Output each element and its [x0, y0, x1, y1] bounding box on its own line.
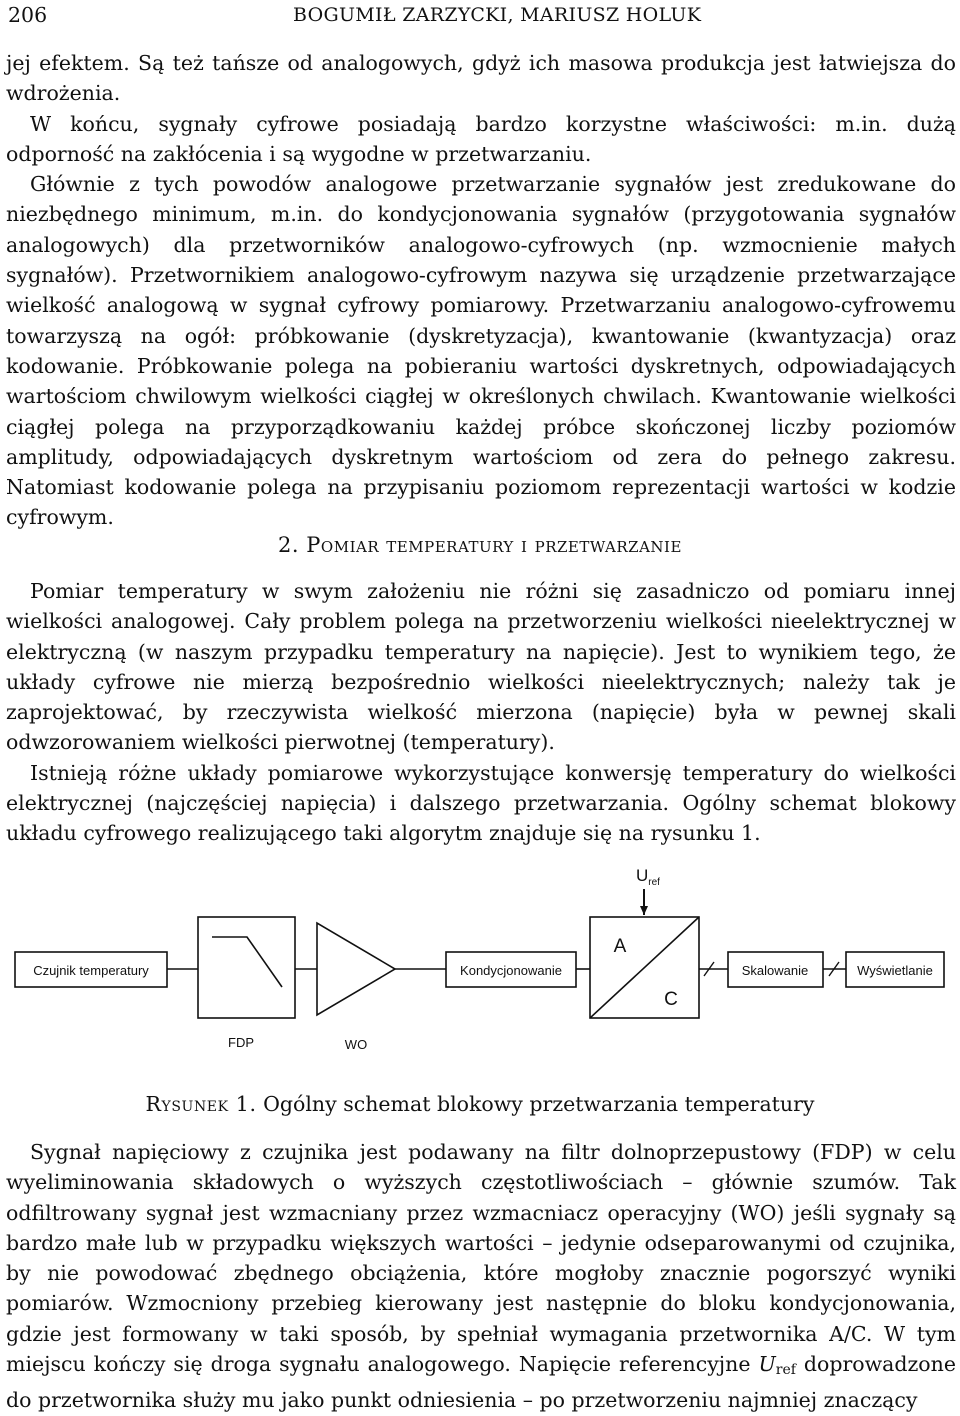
- conditioning-block-label: Kondycjonowanie: [460, 963, 562, 978]
- scaling-block-label: Skalowanie: [741, 963, 809, 978]
- filter-block: [198, 917, 295, 1018]
- sensor-block-label: Czujnik temperatury: [33, 963, 149, 978]
- paragraph: Pomiar temperatury w swym założeniu nie różni się zasadniczo od pomiaru innej wielkości analogowej. Cały problem polega na przetworzeniu wielkości nieelektrycznej w elektryczną (w naszym przypadku temperatury na napięcie). Jest to wynikiem tego, że układy cyfrowe nie mierzą bezpośrednio wielkości nieelektrycznych; należy tak je zaprojektować, by rzeczywista wielkość mierzona (napięcie) była w pewnej skali odwzorowaniem wielkości pierwotnej (temperatury).: [6, 579, 956, 755]
- section-heading: [0, 530, 960, 560]
- figure-caption: [0, 1089, 960, 1119]
- page-number: 206: [8, 3, 48, 27]
- paragraph: jej efektem. Są też tańsze od analogowych, gdyż ich masowa produkcja jest łatwiejsza do wdrożenia.: [6, 51, 956, 106]
- paragraph: W końcu, sygnały cyfrowe posiadają bardzo korzystne właściwości: m.in. dużą odporność na zakłócenia i są wygodne w przetwarzaniu.: [6, 111, 956, 166]
- text-block-intro: [6, 48, 956, 533]
- paragraph: Głównie z tych powodów analogowe przetwarzanie sygnałów jest zredukowane do niezbędnego minimum, m.in. do kondycjonowania sygnałów (przygotowania sygnałów analogowych) dla przetworników analogowo-cyfrowych (np. wzmocnienie małych sygnałów). Przetwornikiem analogowo-cyfrowym nazywa się urządzenie przetwarzające wielkość analogową w sygnał cyfrowy pomiarowy. Przetwarzaniu analogowo-cyfrowemu towarzyszą na ogół: próbkowanie (dyskretyzacja), kwantowanie (kwantyzacja) oraz kodowanie. Próbkowanie polega na pobieraniu wartości dyskretnych, odpowiadających wartościom chwilowym wielkości ciągłej w określonych chwilach. Kwantowanie wielkości ciągłej polega na przyporządkowaniu każdej próbce skończonej liczby poziomów amplitudy, odpowiadających dyskretnym wartościom od zera do pełnego zakresu. Natomiast kodowanie polega na przypisaniu poziomom reprezentacji wartości w kodzie cyfrowym.: [6, 172, 956, 530]
- caption-label: Rysunek 1.: [145, 1092, 257, 1116]
- page-header: [8, 0, 952, 30]
- text-block-description: [6, 1137, 956, 1416]
- paragraph-text: doprowadzone do przetwornika służy mu jako punkt odniesienia – po przetworzeniu najmniej znaczący: [6, 1352, 956, 1413]
- running-head-authors: BOGUMIŁ ZARZYCKI, MARIUSZ HOLUK: [293, 4, 702, 26]
- paragraph-text: Sygnał napięciowy z czujnika jest podawany na filtr dolnoprzepustowy (FDP) w celu wyeliminowania składowych o wyższych częstotliwościach – głównie szumów. Tak odfiltrowany sygnał jest wzmacniany przez wzmacniacz operacyjny (WO) jeśli sygnały są bardzo małe lub w przypadku większych wartości – jedynie odseparowanymi od czujnika, by nie powodować zbędnego obciążenia, które mogłoby znacznie pogorszyć wyniki pomiarów. Wzmocniony przebieg kierowany jest następnie do bloku kondycjonowania, gdzie jest formowany w taki sposób, by spełniał wymagania przetwornika A/C. W tym miejscu kończy się droga sygnału analogowego. Napięcie referencyjne: [6, 1140, 956, 1377]
- uref-symbol: $U_{ref}$: [758, 1352, 796, 1379]
- section-title: Pomiar temperatury i przetwarzanie: [306, 533, 682, 557]
- adc-label-a: A: [613, 936, 627, 957]
- paragraph: [6, 1137, 956, 1416]
- block-diagram: [0, 855, 960, 1065]
- block-diagram-figure: [0, 855, 960, 1065]
- filter-label: FDP: [228, 1035, 254, 1050]
- display-block-label: Wyświetlanie: [857, 963, 933, 978]
- paragraph: Istnieją różne układy pomiarowe wykorzystujące konwersję temperatury do wielkości elektrycznej (najczęściej napięcia) i dalszego przetwarzania. Ogólny schemat blokowy układu cyfrowego realizującego taki algorytm znajduje się na rysunku 1.: [6, 760, 956, 846]
- caption-text: Ogólny schemat blokowy przetwarzania temperatury: [263, 1092, 815, 1116]
- text-block-section: [6, 576, 956, 849]
- section-number: 2.: [278, 533, 300, 557]
- amplifier-label: WO: [344, 1037, 368, 1052]
- amplifier-triangle: [317, 923, 395, 1015]
- adc-label-c: C: [664, 989, 678, 1010]
- uref-label: $U_{ref}$: [636, 866, 660, 888]
